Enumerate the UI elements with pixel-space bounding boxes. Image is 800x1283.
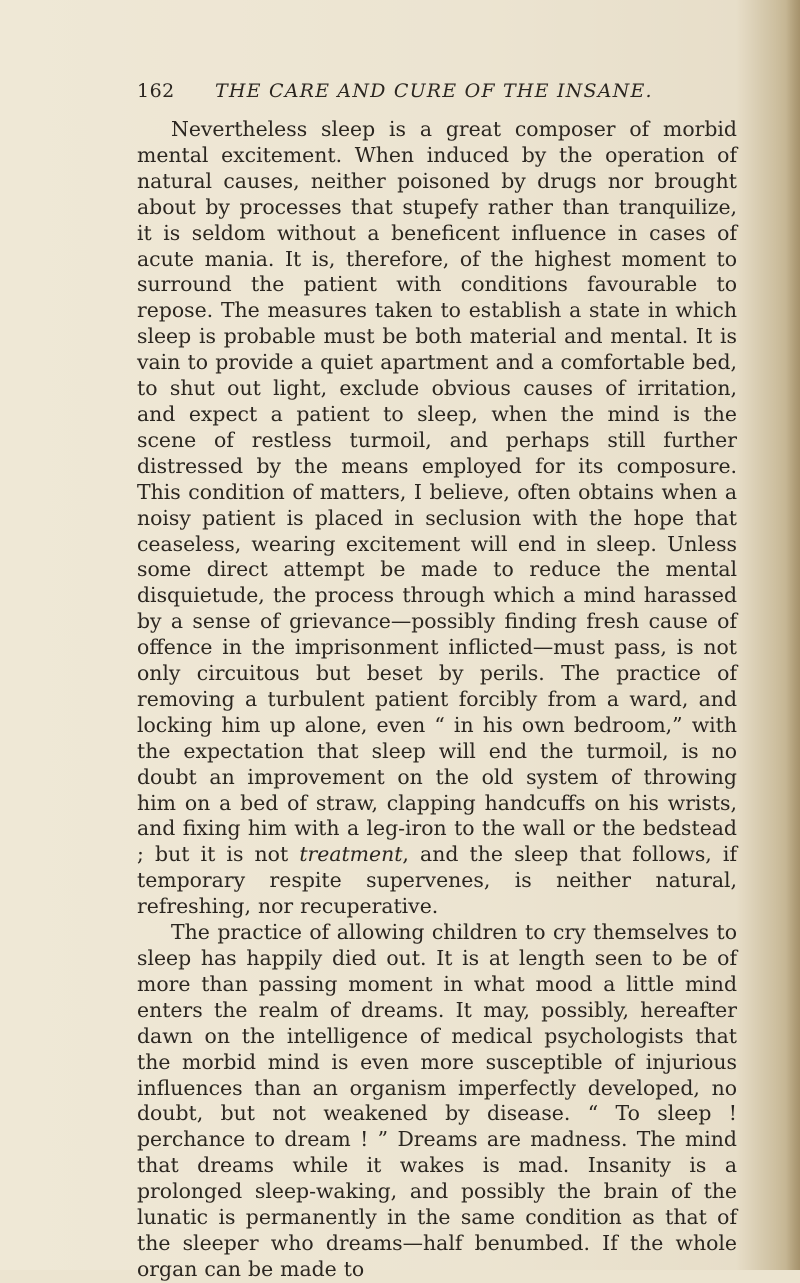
paragraph-1 xyxy=(137,117,737,920)
running-title: THE CARE AND CURE OF THE INSANE. xyxy=(215,80,653,102)
body-text xyxy=(137,117,737,1283)
paragraph-1-continuation: , and the sleep that follows, if temporary respite supervenes, is neither natural, refreshing, nor recuperative. xyxy=(137,842,737,919)
page-header xyxy=(137,80,737,110)
page-number: 162 xyxy=(137,80,175,102)
paragraph-2 xyxy=(137,920,737,1283)
paragraph-2-text: The practice of allowing children to cry themselves to sleep has happily died out. It is at length seen to be of more than passing moment in what mood a little mind enters the realm of dreams. It may, possibly, hereafter dawn on the intelligence of medical psychologists that the morbid mind is even more susceptible of injurious influences than an organism imperfectly developed, no doubt, but not weakened by disease. “ To sleep ! perchance to dream ! ” Dreams are madness. The mind that dreams while it wakes is mad. Insanity is a prolonged sleep-waking, and possibly the brain of the lunatic is permanently in the same condition as that of the sleeper who dreams—half benumbed. If the whole organ can be made to xyxy=(137,920,737,1281)
emphasized-word: treatment xyxy=(299,842,403,867)
paragraph-1-text: Nevertheless sleep is a great composer of morbid mental excitement. When induced by the operation of natural causes, neither poisoned by drugs nor brought about by processes that stupefy rather than tranquilize, it is seldom without a beneficent influence in cases of acute mania. It is, therefore, of the highest moment to surround the patient with conditions favourable to repose. The measures taken to establish a state in which sleep is probable must be both material and mental. It is vain to provide a quiet apartment and a comfortable bed, to shut out light, exclude obvious causes of irritation, and expect a patient to sleep, when the mind is the scene of restless turmoil, and perhaps still further distressed by the means employed for its composure. This condition of matters, I believe, often obtains when a noisy patient is placed in seclusion with the hope that ceaseless, wearing excitement will end in sleep. Unless some direct attempt be made to reduce the mental disquietude, the process through which a mind harassed by a sense of grievance—possibly finding fresh cause of offence in the imprisonment inflicted—must pass, is not only circuitous but beset by perils. The practice of removing a turbulent patient forcibly from a ward, and locking him up alone, even “ in his own bedroom,” with the expectation that sleep will end the turmoil, is no doubt an improvement on the old system of throwing him on a bed of straw, clapping handcuffs on his wrists, and fixing him with a leg-iron to the wall or the bedstead ; but it is not xyxy=(137,117,737,867)
page-edge-shadow xyxy=(786,0,800,1270)
